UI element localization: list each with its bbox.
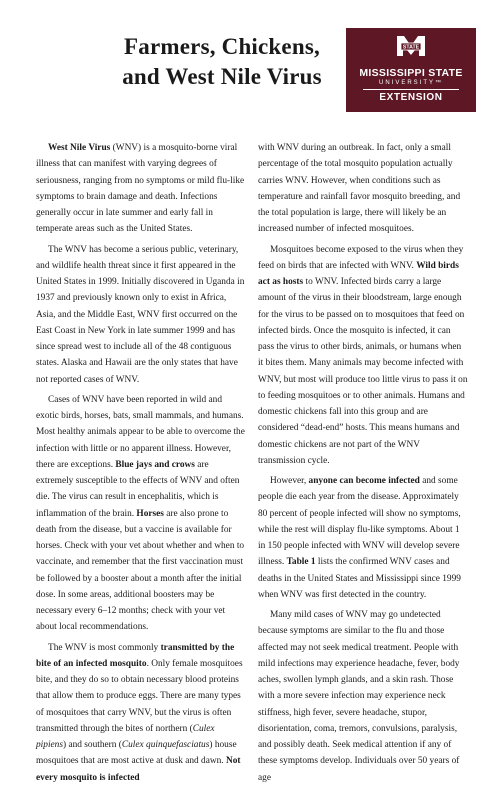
- logo-line-1: MISSISSIPPI STATE: [359, 67, 463, 79]
- paragraph: [36, 392, 246, 636]
- text-run: Mosquitoes become exposed to the virus when they feed on birds that are infected with WNV.: [258, 244, 464, 271]
- paragraph: [36, 140, 246, 238]
- paragraph: [258, 473, 468, 603]
- left-column: [36, 140, 246, 786]
- text-run: The WNV has become a serious public, veterinary, and wildlife health threat since it first appeared in the United States in 1999. Initially discovered in Uganda in 1937 and previously known only to exist in Africa, Asia, and the Middle East, WNV first occurred on the East Coast in New York in late summer 1999 and has since spread west to include all of the 48 contiguous states. Alaska and Hawaii are the only states that have not reported cases of WNV.: [36, 244, 245, 385]
- bold-term: transmitted by the bite of an infected mosquito: [36, 642, 235, 669]
- text-run: The WNV is most commonly: [48, 642, 161, 653]
- logo-divider: [363, 89, 459, 90]
- text-run: and some people die each year from the disease. Approximately 80 percent of people infected will show no symptoms, while the rest will display flu-like symptoms. About 1 in 150 people infected with WNV will develop severe illness.: [258, 476, 461, 568]
- text-run: . Only female mosquitoes bite, and they do so to obtain necessary blood proteins that allow them to produce eggs. There are many types of mosquitoes that carry WNV, but the virus is often transmitted through the bites of northern (: [36, 658, 243, 734]
- text-run: (WNV) is a mosquito-borne viral illness that can manifest with varying degrees of seriousness, ranging from no symptoms or mild flu-like symptoms to brain damage and death. Infections generally occur in late summer and early fall in temperate areas such as the United States.: [36, 143, 245, 235]
- bold-term: Blue jays and crows: [115, 459, 195, 470]
- text-run: with WNV during an outbreak. In fact, only a small percentage of the total mosquito population actually carries WNV. However, when conditions such as temperature and rainfall favor mosquito breeding, and the total population is large, there will likely be an increased number of infected mosquitoes.: [258, 143, 461, 235]
- paragraph: [36, 242, 246, 388]
- text-run: lists the confirmed WNV cases and deaths in the United States and Mississippi since 1999 when WNV was first detected in the country.: [258, 557, 461, 600]
- text-run: Cases of WNV have been reported in wild and exotic birds, horses, bats, small mammals, and humans. Most healthy animals appear to be able to overcome the infection with little or no apparent illness. However, there are exceptions.: [36, 394, 245, 470]
- text-run: ) and southern (: [63, 740, 122, 750]
- bold-term: anyone can become infected: [308, 476, 420, 486]
- paragraph: [36, 640, 246, 786]
- logo-line-2: UNIVERSITY™: [378, 80, 443, 86]
- title-line-2: and West Nile Virus: [122, 64, 322, 89]
- emblem-text: STATE: [402, 44, 420, 51]
- msu-extension-logo: [346, 28, 476, 112]
- text-run: ) house mosquitoes that are most active at dusk and dawn.: [36, 740, 237, 767]
- text-run: Many mild cases of WNV may go undetected because symptoms are similar to the flu and those affected may not seek medical treatment. People with mild infections may experience headache, fever, body aches, swollen lymph glands, and a skin rash. Those with a more severe infection may experience neck stiffness, high fever, severe headache, stupor, disorientation, coma, tremors, convulsions, paralysis, and possibly death. Seek medical attention if any of these symptoms develop. Individuals over 50 years of age: [258, 610, 460, 783]
- right-column: [258, 140, 468, 786]
- bold-term: Horses: [136, 508, 164, 519]
- text-run: However,: [270, 476, 309, 486]
- paragraph: [258, 607, 468, 786]
- document-title: [92, 32, 352, 92]
- text-run: to WNV. Infected birds carry a large amount of the virus in their bloodstream, large enough for the virus to be passed on to mosquitoes that feed on infected birds. Once the mosquito is infected, it can pass the virus to other birds, animals, or humans when it bites them. Many animals may become infected with WNV, but most will produce too little virus to pass it on to feeding mosquitoes or to other animals. Humans and domestic chickens fall into this group and are considered “dead-end” hosts. This means humans and domestic chickens are not part of the WNV transmission cycle.: [258, 277, 468, 466]
- bold-term: Not every mosquito is infected: [36, 756, 241, 783]
- text-run: are extremely susceptible to the effects of WNV and often die. The virus can result in encephalitis, which is inflammation of the brain.: [36, 459, 240, 519]
- bold-term: West Nile Virus: [48, 143, 111, 153]
- bold-term: Wild birds act as hosts: [258, 260, 459, 287]
- paragraph: [258, 140, 468, 238]
- bold-term: Table 1: [286, 557, 316, 568]
- species-name: Culex pipiens: [36, 723, 215, 750]
- title-line-1: Farmers, Chickens,: [124, 34, 320, 59]
- logo-line-3: EXTENSION: [379, 92, 443, 103]
- msu-emblem-icon: [394, 34, 428, 64]
- paragraph: [258, 242, 468, 470]
- species-name: Culex quinquefasciatus: [121, 740, 210, 750]
- text-run: are also prone to death from the disease, but a vaccine is available for horses. Check with your vet about whether and when to vaccinate, and remember that the first vaccination must be followed by a booster about a month after the initial dose. In some areas, additional boosters may be necessary every 6–12 months; check with your vet about local recommendations.: [36, 508, 245, 633]
